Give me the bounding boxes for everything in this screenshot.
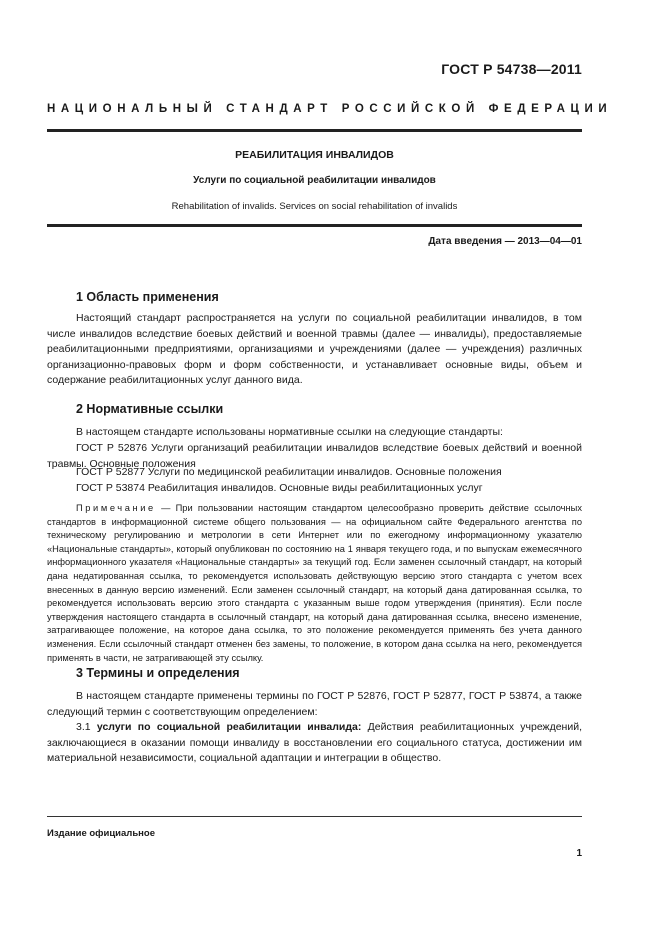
- term-name: услуги по социальной реабилитации инвалида:: [96, 721, 362, 733]
- section-2-intro: В настоящем стандарте использованы нормативные ссылки на следующие стандарты:: [76, 426, 503, 438]
- term-number: 3.1: [76, 721, 97, 733]
- introduction-date: Дата введения — 2013—04—01: [428, 236, 582, 247]
- normative-reference-2: ГОСТ Р 52877 Услуги по медицинской реабилитации инвалидов. Основные положения: [76, 466, 502, 478]
- term-definition: Действия реабилитационных учреждений, заключающиеся в оказании помощи инвалиду в восстановлении его социального статуса, достижении им материальной независимости, социальной адаптации и интеграции в общество.: [47, 721, 582, 764]
- footer-rule: [47, 816, 582, 817]
- gost-number: ГОСТ Р 54738—2011: [441, 61, 582, 77]
- section-3-heading: 3 Термины и определения: [76, 666, 240, 680]
- title-top-rule: [47, 129, 582, 132]
- section-2-heading: 2 Нормативные ссылки: [76, 402, 224, 416]
- standard-title: НАЦИОНАЛЬНЫЙ СТАНДАРТ РОССИЙСКОЙ ФЕДЕРАЦИИ: [47, 103, 613, 115]
- official-edition-label: Издание официальное: [47, 828, 155, 839]
- title-bottom-rule: [47, 224, 582, 227]
- term-definition-3-1: [47, 720, 582, 767]
- section-1-heading: 1 Область применения: [76, 290, 219, 304]
- note-text: — При пользовании настоящим стандартом целесообразно проверить действие ссылочных стандартов в информационной системе общего пользования — на официальном сайте Федерального агентства по техническому регулированию и метрологии в сети Интернет или по ежегодному информационному указателю «Национальные стандарты», который опубликован по состоянию на 1 января текущего года, и по выпускам ежемесячного информационного указателя «Национальные стандарты» за текущий год. Если заменен ссылочный стандарт, на который дана недатированная ссылка, то рекомендуется использовать действующую версию этого стандарта с учетом всех внесенных в данную версию изменений. Если заменен ссылочный стандарт, на который дана датированная ссылка, то рекомендуется использовать версию этого стандарта с указанным выше годом утверждения (принятия). Если после утверждения настоящего стандарта в ссылочный стандарт, на который дана датированная ссылка, внесено изменение, затрагивающее положение, на которое дана ссылка, то это положение рекомендуется применять без учета данного изменения. Если ссылочный стандарт отменен без замены, то положение, в котором дана ссылка на него, рекомендуется применять в части, не затрагивающей эту ссылку.: [47, 503, 582, 663]
- note-label: Примечание: [76, 503, 156, 513]
- normative-reference-3: ГОСТ Р 53874 Реабилитация инвалидов. Основные виды реабилитационных услуг: [76, 482, 483, 494]
- document-title: РЕАБИЛИТАЦИЯ ИНВАЛИДОВ: [235, 149, 394, 161]
- section-3-intro: В настоящем стандарте применены термины по ГОСТ Р 52876, ГОСТ Р 52877, ГОСТ Р 53874, а также следующий термин с соответствующим определением:: [47, 690, 582, 718]
- page-number: 1: [576, 848, 582, 859]
- section-1-text: Настоящий стандарт распространяется на услуги по социальной реабилитации инвалидов, в том числе инвалидов вследствие боевых действий и военной травмы (далее — инвалиды), предоставляемые реабилитационными предприятиями, организациями и учреждениями (далее — учреждения) различных организационно-правовых форм и форм собственности, и устанавливает основные виды, объем и содержание реабилитационных услуг данного вида.: [47, 312, 582, 386]
- document-subtitle: Услуги по социальной реабилитации инвалидов: [193, 175, 436, 186]
- english-title: Rehabilitation of invalids. Services on social rehabilitation of invalids: [171, 201, 458, 212]
- note-paragraph: [47, 502, 582, 665]
- normative-reference-1: ГОСТ Р 52876 Услуги организаций реабилитации инвалидов вследствие боевых действий и военной травмы. Основные положения: [47, 442, 582, 470]
